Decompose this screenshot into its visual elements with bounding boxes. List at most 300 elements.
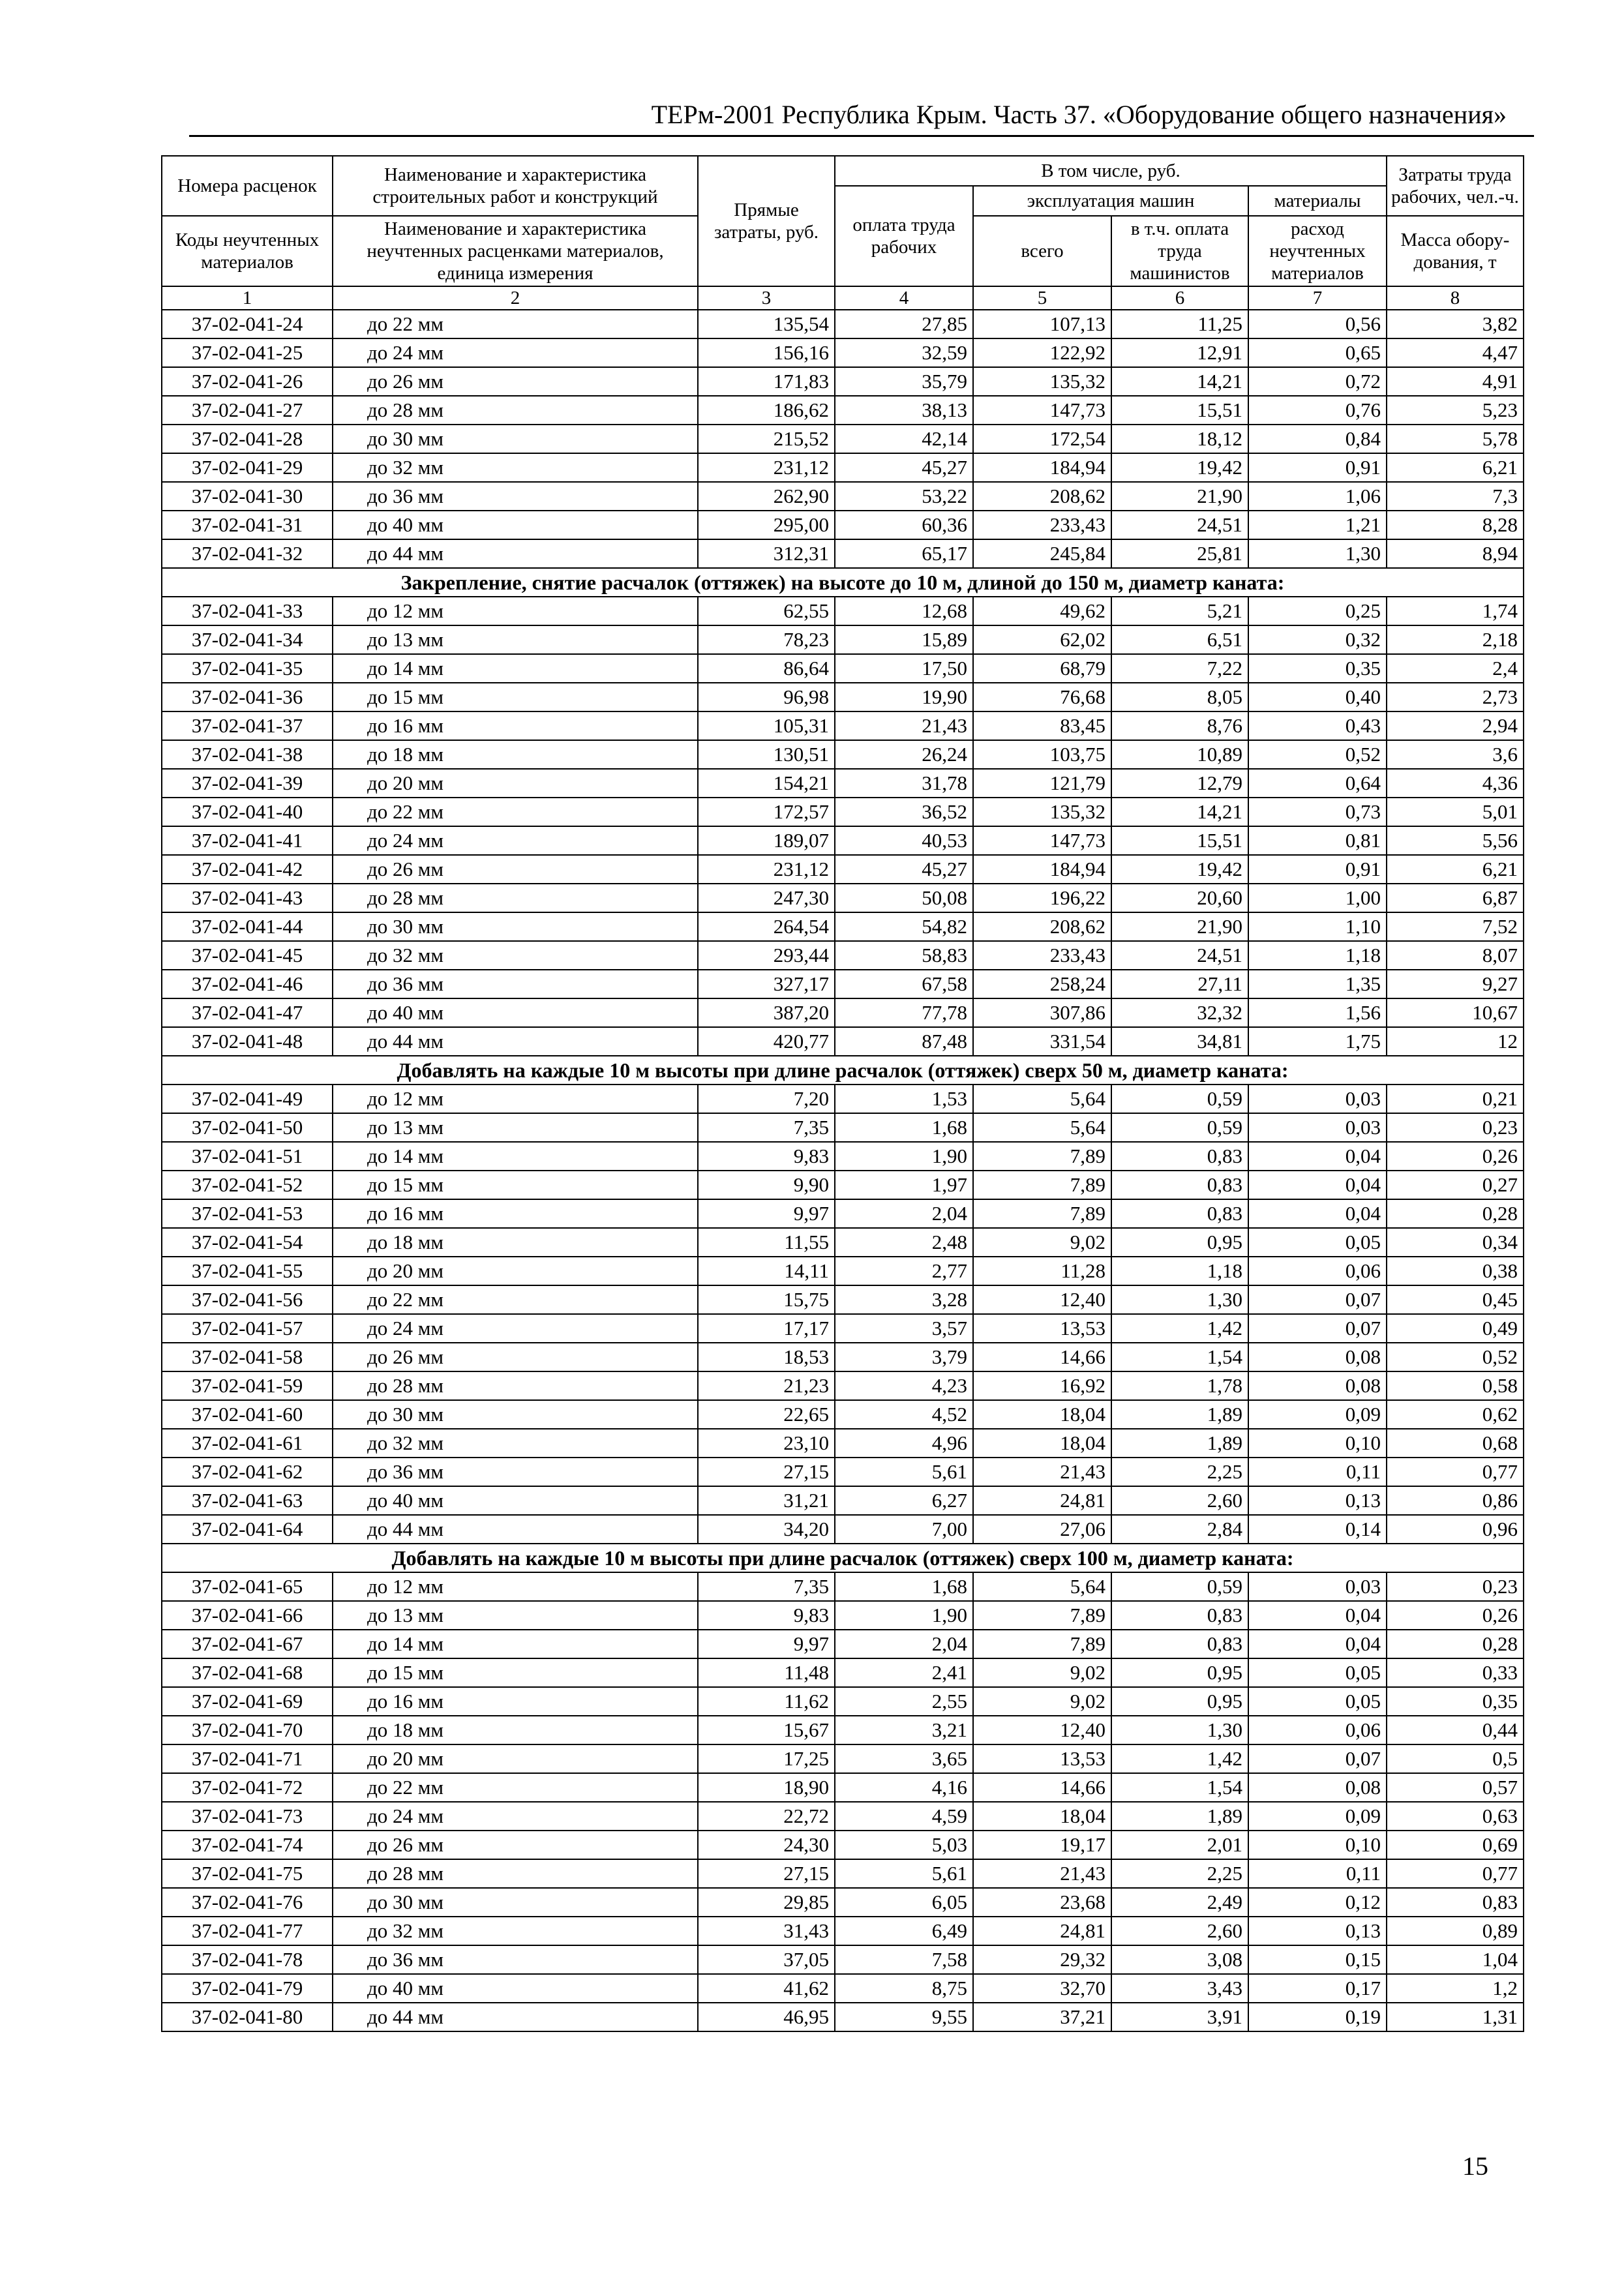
work-name-cell: до 44 мм xyxy=(333,539,698,568)
material-consumption-cell: 0,25 xyxy=(1248,597,1387,625)
worker-pay-cell: 5,03 xyxy=(835,1831,973,1859)
work-name-cell: до 14 мм xyxy=(333,1630,698,1658)
operator-pay-cell: 15,51 xyxy=(1111,396,1248,425)
operator-pay-cell: 0,83 xyxy=(1111,1630,1248,1658)
material-consumption-cell: 0,81 xyxy=(1248,826,1387,855)
material-consumption-cell: 0,06 xyxy=(1248,1716,1387,1744)
machines-total-cell: 11,28 xyxy=(973,1257,1111,1285)
worker-pay-cell: 2,41 xyxy=(835,1658,973,1687)
direct-costs-cell: 327,17 xyxy=(698,970,835,998)
labor-costs-cell: 0,33 xyxy=(1387,1658,1524,1687)
rate-code-cell: 37-02-041-47 xyxy=(162,998,333,1027)
rate-code-cell: 37-02-041-76 xyxy=(162,1888,333,1917)
labor-costs-cell: 0,57 xyxy=(1387,1773,1524,1802)
direct-costs-cell: 37,05 xyxy=(698,1945,835,1974)
worker-pay-cell: 27,85 xyxy=(835,310,973,338)
work-name-cell: до 14 мм xyxy=(333,654,698,683)
work-name-cell: до 24 мм xyxy=(333,1802,698,1831)
rate-code-cell: 37-02-041-32 xyxy=(162,539,333,568)
machines-total-cell: 122,92 xyxy=(973,338,1111,367)
labor-costs-cell: 2,73 xyxy=(1387,683,1524,711)
material-consumption-cell: 1,06 xyxy=(1248,482,1387,511)
direct-costs-cell: 86,64 xyxy=(698,654,835,683)
table-row xyxy=(162,1831,1524,1859)
direct-costs-cell: 23,10 xyxy=(698,1429,835,1458)
worker-pay-cell: 1,68 xyxy=(835,1572,973,1601)
column-number: 3 xyxy=(698,286,835,310)
machines-total-cell: 62,02 xyxy=(973,625,1111,654)
machines-total-cell: 7,89 xyxy=(973,1142,1111,1171)
machines-total-cell: 49,62 xyxy=(973,597,1111,625)
table-row xyxy=(162,625,1524,654)
material-consumption-cell: 1,00 xyxy=(1248,884,1387,912)
material-consumption-cell: 1,10 xyxy=(1248,912,1387,941)
direct-costs-cell: 262,90 xyxy=(698,482,835,511)
rate-code-cell: 37-02-041-73 xyxy=(162,1802,333,1831)
column-number: 7 xyxy=(1248,286,1387,310)
direct-costs-cell: 31,21 xyxy=(698,1486,835,1515)
material-consumption-cell: 0,07 xyxy=(1248,1314,1387,1343)
work-name-cell: до 16 мм xyxy=(333,1687,698,1716)
table-row xyxy=(162,1601,1524,1630)
table-row xyxy=(162,1113,1524,1142)
material-consumption-cell: 1,75 xyxy=(1248,1027,1387,1056)
rate-code-cell: 37-02-041-52 xyxy=(162,1171,333,1199)
machines-total-cell: 7,89 xyxy=(973,1630,1111,1658)
worker-pay-cell: 8,75 xyxy=(835,1974,973,2003)
machines-total-cell: 9,02 xyxy=(973,1228,1111,1257)
table-row xyxy=(162,310,1524,338)
direct-costs-cell: 105,31 xyxy=(698,711,835,740)
direct-costs-cell: 231,12 xyxy=(698,453,835,482)
worker-pay-cell: 50,08 xyxy=(835,884,973,912)
direct-costs-cell: 189,07 xyxy=(698,826,835,855)
header-equipment-mass: Масса обору-дования, т xyxy=(1387,216,1524,286)
rate-code-cell: 37-02-041-59 xyxy=(162,1371,333,1400)
worker-pay-cell: 6,27 xyxy=(835,1486,973,1515)
table-row xyxy=(162,1343,1524,1371)
header-rule xyxy=(189,135,1534,137)
work-name-cell: до 40 мм xyxy=(333,1974,698,2003)
labor-costs-cell: 0,49 xyxy=(1387,1314,1524,1343)
header-materials: материалы xyxy=(1248,186,1387,216)
work-name-cell: до 14 мм xyxy=(333,1142,698,1171)
material-consumption-cell: 0,91 xyxy=(1248,453,1387,482)
worker-pay-cell: 4,23 xyxy=(835,1371,973,1400)
machines-total-cell: 103,75 xyxy=(973,740,1111,769)
worker-pay-cell: 1,90 xyxy=(835,1142,973,1171)
rate-code-cell: 37-02-041-25 xyxy=(162,338,333,367)
worker-pay-cell: 21,43 xyxy=(835,711,973,740)
worker-pay-cell: 65,17 xyxy=(835,539,973,568)
machines-total-cell: 13,53 xyxy=(973,1744,1111,1773)
material-consumption-cell: 0,04 xyxy=(1248,1171,1387,1199)
table-row xyxy=(162,798,1524,826)
material-consumption-cell: 0,65 xyxy=(1248,338,1387,367)
operator-pay-cell: 24,51 xyxy=(1111,941,1248,970)
operator-pay-cell: 1,54 xyxy=(1111,1343,1248,1371)
rate-code-cell: 37-02-041-74 xyxy=(162,1831,333,1859)
table-row xyxy=(162,482,1524,511)
machines-total-cell: 147,73 xyxy=(973,826,1111,855)
machines-total-cell: 307,86 xyxy=(973,998,1111,1027)
direct-costs-cell: 27,15 xyxy=(698,1458,835,1486)
rate-code-cell: 37-02-041-33 xyxy=(162,597,333,625)
machines-total-cell: 18,04 xyxy=(973,1400,1111,1429)
direct-costs-cell: 29,85 xyxy=(698,1888,835,1917)
worker-pay-cell: 15,89 xyxy=(835,625,973,654)
direct-costs-cell: 11,48 xyxy=(698,1658,835,1687)
table-row xyxy=(162,1773,1524,1802)
material-consumption-cell: 0,13 xyxy=(1248,1486,1387,1515)
worker-pay-cell: 5,61 xyxy=(835,1458,973,1486)
material-consumption-cell: 0,19 xyxy=(1248,2003,1387,2031)
table-row xyxy=(162,970,1524,998)
rate-code-cell: 37-02-041-35 xyxy=(162,654,333,683)
direct-costs-cell: 7,35 xyxy=(698,1113,835,1142)
worker-pay-cell: 19,90 xyxy=(835,683,973,711)
table-row xyxy=(162,855,1524,884)
material-consumption-cell: 0,11 xyxy=(1248,1458,1387,1486)
material-consumption-cell: 0,72 xyxy=(1248,367,1387,396)
labor-costs-cell: 5,23 xyxy=(1387,396,1524,425)
header-labor-costs: Затраты труда рабочих, чел.-ч. xyxy=(1387,156,1524,216)
work-name-cell: до 12 мм xyxy=(333,1085,698,1113)
labor-costs-cell: 1,74 xyxy=(1387,597,1524,625)
operator-pay-cell: 2,01 xyxy=(1111,1831,1248,1859)
table-row xyxy=(162,740,1524,769)
section-heading: Закрепление, снятие расчалок (оттяжек) на высоте до 10 м, длиной до 150 м, диаметр каната: xyxy=(162,568,1524,597)
machines-total-cell: 331,54 xyxy=(973,1027,1111,1056)
labor-costs-cell: 0,52 xyxy=(1387,1343,1524,1371)
rate-code-cell: 37-02-041-78 xyxy=(162,1945,333,1974)
rate-code-cell: 37-02-041-29 xyxy=(162,453,333,482)
direct-costs-cell: 78,23 xyxy=(698,625,835,654)
rate-code-cell: 37-02-041-41 xyxy=(162,826,333,855)
table-row xyxy=(162,539,1524,568)
worker-pay-cell: 1,53 xyxy=(835,1085,973,1113)
work-name-cell: до 13 мм xyxy=(333,625,698,654)
operator-pay-cell: 11,25 xyxy=(1111,310,1248,338)
worker-pay-cell: 3,65 xyxy=(835,1744,973,1773)
material-consumption-cell: 1,56 xyxy=(1248,998,1387,1027)
machines-total-cell: 27,06 xyxy=(973,1515,1111,1544)
machines-total-cell: 196,22 xyxy=(973,884,1111,912)
material-consumption-cell: 1,18 xyxy=(1248,941,1387,970)
material-consumption-cell: 0,84 xyxy=(1248,425,1387,453)
header-machines-total: всего xyxy=(973,216,1111,286)
operator-pay-cell: 1,30 xyxy=(1111,1285,1248,1314)
work-name-cell: до 28 мм xyxy=(333,1859,698,1888)
worker-pay-cell: 1,97 xyxy=(835,1171,973,1199)
direct-costs-cell: 22,72 xyxy=(698,1802,835,1831)
work-name-cell: до 28 мм xyxy=(333,884,698,912)
labor-costs-cell: 0,28 xyxy=(1387,1199,1524,1228)
direct-costs-cell: 135,54 xyxy=(698,310,835,338)
table-row xyxy=(162,1171,1524,1199)
section-heading-row xyxy=(162,568,1524,597)
operator-pay-cell: 3,91 xyxy=(1111,2003,1248,2031)
table-row xyxy=(162,941,1524,970)
machines-total-cell: 19,17 xyxy=(973,1831,1111,1859)
direct-costs-cell: 27,15 xyxy=(698,1859,835,1888)
labor-costs-cell: 0,63 xyxy=(1387,1802,1524,1831)
direct-costs-cell: 9,97 xyxy=(698,1630,835,1658)
machines-total-cell: 208,62 xyxy=(973,482,1111,511)
table-row xyxy=(162,711,1524,740)
table-row xyxy=(162,1142,1524,1171)
table-row xyxy=(162,511,1524,539)
material-consumption-cell: 0,64 xyxy=(1248,769,1387,798)
operator-pay-cell: 34,81 xyxy=(1111,1027,1248,1056)
column-number: 2 xyxy=(333,286,698,310)
work-name-cell: до 26 мм xyxy=(333,1831,698,1859)
direct-costs-cell: 11,62 xyxy=(698,1687,835,1716)
table-row xyxy=(162,912,1524,941)
work-name-cell: до 36 мм xyxy=(333,970,698,998)
table-row xyxy=(162,1716,1524,1744)
rate-code-cell: 37-02-041-40 xyxy=(162,798,333,826)
table-row xyxy=(162,1027,1524,1056)
operator-pay-cell: 2,25 xyxy=(1111,1458,1248,1486)
operator-pay-cell: 19,42 xyxy=(1111,855,1248,884)
rate-code-cell: 37-02-041-46 xyxy=(162,970,333,998)
table-row xyxy=(162,998,1524,1027)
operator-pay-cell: 1,89 xyxy=(1111,1400,1248,1429)
operator-pay-cell: 0,59 xyxy=(1111,1113,1248,1142)
rate-code-cell: 37-02-041-56 xyxy=(162,1285,333,1314)
work-name-cell: до 16 мм xyxy=(333,711,698,740)
table-row xyxy=(162,597,1524,625)
table-row xyxy=(162,1458,1524,1486)
work-name-cell: до 18 мм xyxy=(333,1716,698,1744)
material-consumption-cell: 0,10 xyxy=(1248,1831,1387,1859)
table-row xyxy=(162,1945,1524,1974)
machines-total-cell: 21,43 xyxy=(973,1458,1111,1486)
worker-pay-cell: 3,57 xyxy=(835,1314,973,1343)
page-number: 15 xyxy=(1462,2151,1488,2181)
worker-pay-cell: 12,68 xyxy=(835,597,973,625)
material-consumption-cell: 0,10 xyxy=(1248,1429,1387,1458)
labor-costs-cell: 0,35 xyxy=(1387,1687,1524,1716)
rate-code-cell: 37-02-041-69 xyxy=(162,1687,333,1716)
work-name-cell: до 36 мм xyxy=(333,482,698,511)
table-row xyxy=(162,1744,1524,1773)
machines-total-cell: 18,04 xyxy=(973,1429,1111,1458)
worker-pay-cell: 6,05 xyxy=(835,1888,973,1917)
worker-pay-cell: 36,52 xyxy=(835,798,973,826)
operator-pay-cell: 2,60 xyxy=(1111,1917,1248,1945)
labor-costs-cell: 6,87 xyxy=(1387,884,1524,912)
work-name-cell: до 44 мм xyxy=(333,1027,698,1056)
header-direct-costs: Прямые затраты, руб. xyxy=(698,156,835,286)
direct-costs-cell: 18,90 xyxy=(698,1773,835,1802)
operator-pay-cell: 27,11 xyxy=(1111,970,1248,998)
operator-pay-cell: 10,89 xyxy=(1111,740,1248,769)
table-row xyxy=(162,1257,1524,1285)
machines-total-cell: 5,64 xyxy=(973,1085,1111,1113)
operator-pay-cell: 0,83 xyxy=(1111,1199,1248,1228)
operator-pay-cell: 1,30 xyxy=(1111,1716,1248,1744)
rate-code-cell: 37-02-041-80 xyxy=(162,2003,333,2031)
material-consumption-cell: 0,12 xyxy=(1248,1888,1387,1917)
rate-code-cell: 37-02-041-50 xyxy=(162,1113,333,1142)
labor-costs-cell: 1,2 xyxy=(1387,1974,1524,2003)
worker-pay-cell: 4,52 xyxy=(835,1400,973,1429)
direct-costs-cell: 96,98 xyxy=(698,683,835,711)
operator-pay-cell: 0,59 xyxy=(1111,1572,1248,1601)
operator-pay-cell: 0,95 xyxy=(1111,1687,1248,1716)
rate-code-cell: 37-02-041-27 xyxy=(162,396,333,425)
direct-costs-cell: 186,62 xyxy=(698,396,835,425)
operator-pay-cell: 25,81 xyxy=(1111,539,1248,568)
direct-costs-cell: 9,83 xyxy=(698,1142,835,1171)
labor-costs-cell: 0,96 xyxy=(1387,1515,1524,1544)
work-name-cell: до 24 мм xyxy=(333,338,698,367)
table-row xyxy=(162,1658,1524,1687)
direct-costs-cell: 15,75 xyxy=(698,1285,835,1314)
rate-code-cell: 37-02-041-72 xyxy=(162,1773,333,1802)
column-number: 8 xyxy=(1387,286,1524,310)
labor-costs-cell: 0,77 xyxy=(1387,1859,1524,1888)
machines-total-cell: 16,92 xyxy=(973,1371,1111,1400)
section-heading-row xyxy=(162,1544,1524,1572)
table-row xyxy=(162,1859,1524,1888)
worker-pay-cell: 26,24 xyxy=(835,740,973,769)
machines-total-cell: 7,89 xyxy=(973,1601,1111,1630)
rate-code-cell: 37-02-041-53 xyxy=(162,1199,333,1228)
material-consumption-cell: 0,04 xyxy=(1248,1601,1387,1630)
worker-pay-cell: 6,49 xyxy=(835,1917,973,1945)
material-consumption-cell: 0,15 xyxy=(1248,1945,1387,1974)
operator-pay-cell: 12,91 xyxy=(1111,338,1248,367)
rate-code-cell: 37-02-041-44 xyxy=(162,912,333,941)
direct-costs-cell: 22,65 xyxy=(698,1400,835,1429)
machines-total-cell: 13,53 xyxy=(973,1314,1111,1343)
work-name-cell: до 20 мм xyxy=(333,1744,698,1773)
machines-total-cell: 32,70 xyxy=(973,1974,1111,2003)
labor-costs-cell: 3,6 xyxy=(1387,740,1524,769)
worker-pay-cell: 17,50 xyxy=(835,654,973,683)
labor-costs-cell: 0,5 xyxy=(1387,1744,1524,1773)
material-consumption-cell: 1,35 xyxy=(1248,970,1387,998)
rate-code-cell: 37-02-041-43 xyxy=(162,884,333,912)
material-consumption-cell: 0,52 xyxy=(1248,740,1387,769)
labor-costs-cell: 4,36 xyxy=(1387,769,1524,798)
direct-costs-cell: 215,52 xyxy=(698,425,835,453)
rates-table xyxy=(161,155,1524,2032)
operator-pay-cell: 0,95 xyxy=(1111,1228,1248,1257)
operator-pay-cell: 0,83 xyxy=(1111,1601,1248,1630)
table-row xyxy=(162,1515,1524,1544)
direct-costs-cell: 15,67 xyxy=(698,1716,835,1744)
direct-costs-cell: 11,55 xyxy=(698,1228,835,1257)
labor-costs-cell: 0,77 xyxy=(1387,1458,1524,1486)
rate-code-cell: 37-02-041-24 xyxy=(162,310,333,338)
direct-costs-cell: 387,20 xyxy=(698,998,835,1027)
labor-costs-cell: 0,44 xyxy=(1387,1716,1524,1744)
operator-pay-cell: 1,89 xyxy=(1111,1802,1248,1831)
table-row xyxy=(162,1486,1524,1515)
table-row xyxy=(162,1314,1524,1343)
table-row xyxy=(162,1572,1524,1601)
rate-code-cell: 37-02-041-55 xyxy=(162,1257,333,1285)
worker-pay-cell: 38,13 xyxy=(835,396,973,425)
labor-costs-cell: 0,26 xyxy=(1387,1601,1524,1630)
operator-pay-cell: 2,60 xyxy=(1111,1486,1248,1515)
worker-pay-cell: 5,61 xyxy=(835,1859,973,1888)
operator-pay-cell: 12,79 xyxy=(1111,769,1248,798)
material-consumption-cell: 0,07 xyxy=(1248,1744,1387,1773)
table-row xyxy=(162,1400,1524,1429)
direct-costs-cell: 130,51 xyxy=(698,740,835,769)
labor-costs-cell: 0,69 xyxy=(1387,1831,1524,1859)
table-row xyxy=(162,1630,1524,1658)
worker-pay-cell: 1,68 xyxy=(835,1113,973,1142)
machines-total-cell: 21,43 xyxy=(973,1859,1111,1888)
machines-total-cell: 5,64 xyxy=(973,1113,1111,1142)
operator-pay-cell: 3,43 xyxy=(1111,1974,1248,2003)
machines-total-cell: 147,73 xyxy=(973,396,1111,425)
operator-pay-cell: 1,78 xyxy=(1111,1371,1248,1400)
machines-total-cell: 14,66 xyxy=(973,1773,1111,1802)
material-consumption-cell: 0,76 xyxy=(1248,396,1387,425)
direct-costs-cell: 9,83 xyxy=(698,1601,835,1630)
direct-costs-cell: 231,12 xyxy=(698,855,835,884)
worker-pay-cell: 87,48 xyxy=(835,1027,973,1056)
work-name-cell: до 40 мм xyxy=(333,1486,698,1515)
machines-total-cell: 18,04 xyxy=(973,1802,1111,1831)
rate-code-cell: 37-02-041-60 xyxy=(162,1400,333,1429)
direct-costs-cell: 293,44 xyxy=(698,941,835,970)
worker-pay-cell: 4,59 xyxy=(835,1802,973,1831)
rate-code-cell: 37-02-041-61 xyxy=(162,1429,333,1458)
direct-costs-cell: 31,43 xyxy=(698,1917,835,1945)
table-row xyxy=(162,683,1524,711)
operator-pay-cell: 21,90 xyxy=(1111,912,1248,941)
section-heading-row xyxy=(162,1056,1524,1085)
table-row xyxy=(162,396,1524,425)
rate-code-cell: 37-02-041-31 xyxy=(162,511,333,539)
header-machine-operation: эксплуатация машин xyxy=(973,186,1248,216)
rate-code-cell: 37-02-041-62 xyxy=(162,1458,333,1486)
worker-pay-cell: 2,77 xyxy=(835,1257,973,1285)
work-name-cell: до 28 мм xyxy=(333,1371,698,1400)
machines-total-cell: 9,02 xyxy=(973,1658,1111,1687)
direct-costs-cell: 172,57 xyxy=(698,798,835,826)
direct-costs-cell: 7,20 xyxy=(698,1085,835,1113)
header-rate-numbers: Номера расценок xyxy=(162,156,333,216)
work-name-cell: до 24 мм xyxy=(333,1314,698,1343)
rate-code-cell: 37-02-041-34 xyxy=(162,625,333,654)
operator-pay-cell: 1,42 xyxy=(1111,1744,1248,1773)
labor-costs-cell: 8,94 xyxy=(1387,539,1524,568)
work-name-cell: до 32 мм xyxy=(333,453,698,482)
labor-costs-cell: 0,26 xyxy=(1387,1142,1524,1171)
table-row xyxy=(162,1917,1524,1945)
machines-total-cell: 135,32 xyxy=(973,798,1111,826)
operator-pay-cell: 2,84 xyxy=(1111,1515,1248,1544)
material-consumption-cell: 1,30 xyxy=(1248,539,1387,568)
material-consumption-cell: 0,05 xyxy=(1248,1228,1387,1257)
rate-code-cell: 37-02-041-36 xyxy=(162,683,333,711)
worker-pay-cell: 7,58 xyxy=(835,1945,973,1974)
worker-pay-cell: 1,90 xyxy=(835,1601,973,1630)
labor-costs-cell: 0,21 xyxy=(1387,1085,1524,1113)
labor-costs-cell: 12 xyxy=(1387,1027,1524,1056)
material-consumption-cell: 0,05 xyxy=(1248,1687,1387,1716)
column-number: 4 xyxy=(835,286,973,310)
